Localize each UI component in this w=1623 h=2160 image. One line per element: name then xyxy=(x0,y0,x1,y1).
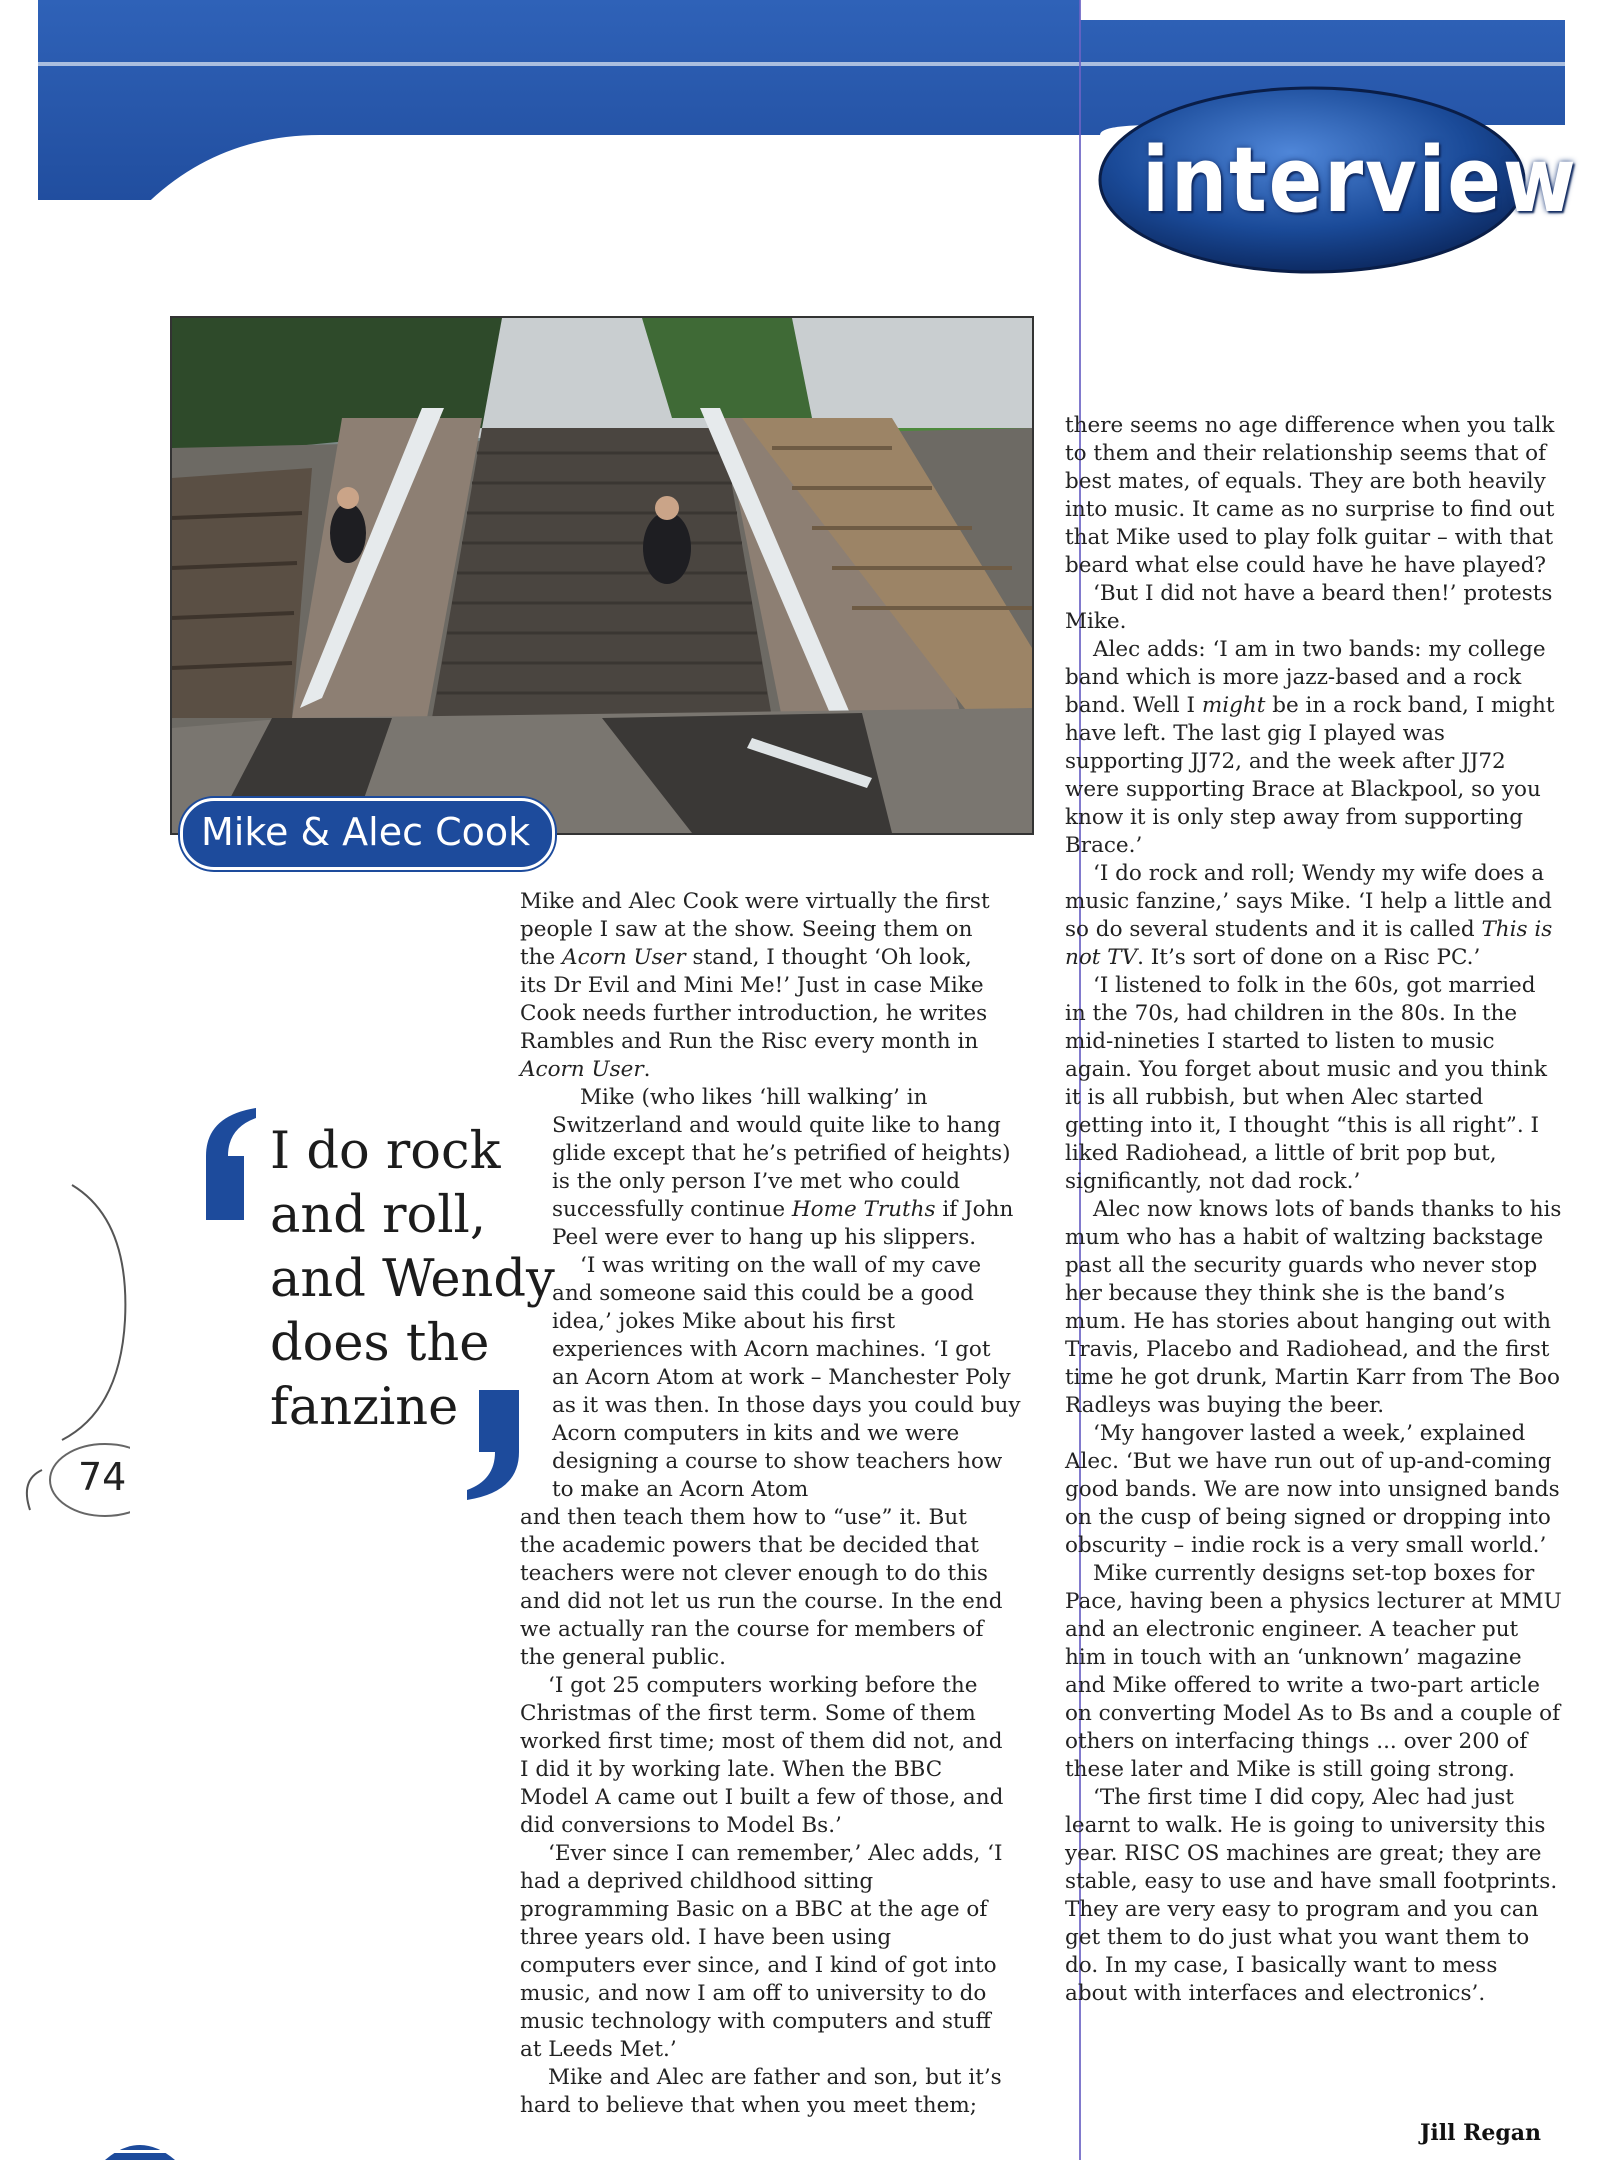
article-column-1 xyxy=(520,888,1021,2120)
author-byline: Jill Regan xyxy=(1420,2120,1542,2146)
paragraph xyxy=(520,1084,1022,1252)
text-run: ‘I do rock and roll; Wendy my wife does a music fanzine,’ says Mike. ‘I help a little and so do several students and it is called xyxy=(1065,861,1552,942)
text-run: . It’s sort of done on a Risc PC.’ xyxy=(1137,945,1481,970)
italic-text: This is not TV xyxy=(1065,917,1553,970)
text-run: if John Peel were ever to hang up his slippers. xyxy=(552,1197,1014,1250)
italic-text: Acorn User xyxy=(562,945,686,970)
bottom-logo-fragment xyxy=(100,2136,180,2160)
text-run: stand, I thought ‘Oh look, its Dr Evil and Mini Me!’ Just in case Mike Cook needs further introduction, he writes Rambles and Run the Risc every month in xyxy=(520,945,988,1054)
paragraph: there seems no age difference when you talk to them and their relationship seems that of best mates, of equals. They are both heavily into music. It came as no surprise to find out that Mike used to play folk guitar – with that beard what else could have he have played? xyxy=(1065,413,1555,578)
pull-quote: I do rock and roll, and Wendy does the fanzine xyxy=(270,1122,555,1437)
photo-illustration xyxy=(172,318,1032,833)
paragraph: ‘But I did not have a beard then!’ protests Mike. xyxy=(1065,581,1553,634)
text-run: Alec adds: ‘I am in two bands: my college band which is more jazz-based and a rock band. Well I xyxy=(1065,637,1546,718)
open-quote-mark xyxy=(206,1108,256,1220)
article-column-2 xyxy=(1065,412,1563,2008)
page-number: 74 xyxy=(78,1455,127,1499)
text-run: be in a rock band, I might have left. The last gig I played was supporting JJ72, and the week after JJ72 were supporting Brace at Blackpool, so you know it is only step away from supporting Brace.’ xyxy=(1065,693,1555,858)
close-quote-mark xyxy=(467,1390,519,1500)
paragraph: ‘I listened to folk in the 60s, got married in the 70s, had children in the 80s. In the mid-nineties I started to listen to music again. You forget about music and you think it is all rubbish, but when Alec started getting into it, I thought “this is all right”. I liked Radiohead, a little of brit pop but, significantly, not dad rock.’ xyxy=(1065,973,1548,1194)
paragraph: Mike and Alec are father and son, but it’s hard to believe that when you meet them; xyxy=(520,2065,1002,2118)
paragraph: ‘My hangover lasted a week,’ explained Alec. ‘But we have run out of up-and-coming good bands. We are now into unsigned bands on the cusp of being signed or dropping into obscurity – indie rock is a very small world.’ xyxy=(1065,1421,1560,1558)
photo-caption: Mike & Alec Cook xyxy=(180,798,555,870)
paragraph: ‘The first time I did copy, Alec had just learnt to walk. He is going to university this year. RISC OS machines are great; they are stable, easy to use and have small footprints. They are very easy to program and you can get them to do just what you want them to do. In my case, I basically want to mess about with interfaces and electronics’. xyxy=(1065,1785,1558,2006)
paragraph: ‘Ever since I can remember,’ Alec adds, ‘I had a deprived childhood sitting programming Basic on a BBC at the age of three years old. I have been using computers ever since, and I kind of got into music, and now I am off to university to do music technology with computers and stuff at Leeds Met.’ xyxy=(520,1841,1003,2062)
italic-text: might xyxy=(1201,693,1266,718)
text-run: . xyxy=(643,1057,651,1082)
paragraph xyxy=(520,888,1005,1084)
text-run: Mike and Alec Cook were virtually the first people I saw at the show. Seeing them on the xyxy=(520,889,990,970)
section-logo-text: interview xyxy=(1142,128,1578,233)
paragraph: ‘I got 25 computers working before the Christmas of the first term. Some of them worked first time; most of them did not, and I did it by working late. When the BBC Model A came out I built a few of those, and did conversions to Model Bs.’ xyxy=(520,1673,1004,1838)
paragraph: ‘I was writing on the wall of my cave and someone said this could be a good idea,’ jokes Mike about his first experiences with Acorn machines. ‘I got an Acorn Atom at work – Manchester Poly as it was then. In those days you could buy Acorn computers in kits and we were designing a course to show teachers how to make an Acorn Atom xyxy=(552,1253,1021,1502)
paragraph xyxy=(1065,860,1563,972)
text-run: Mike (who likes ‘hill walking’ in Switzerland and would quite like to hang glide except that he’s petrified of heights) is the only person I’ve met who could successfully continue xyxy=(552,1085,1011,1222)
paragraph xyxy=(1065,636,1563,860)
paragraph: Mike currently designs set-top boxes for Pace, having been a physics lecturer at MMU and an electronic engineer. A teacher put him in touch with an ‘unknown’ magazine and Mike offered to write a two-part article on converting Model As to Bs and a couple of others on interfacing things ... over 200 of these later and Mike is still going strong. xyxy=(1065,1561,1562,1782)
italic-text: Acorn User xyxy=(520,1057,644,1082)
paragraph: Alec now knows lots of bands thanks to his mum who has a habit of waltzing backstage past all the security guards who never stop her because they think she is the band’s mum. He has stories about hanging out with Travis, Placebo and Radiohead, and the first time he got drunk, Martin Karr from The Boo Radleys was buying the beer. xyxy=(1065,1197,1562,1418)
italic-text: Home Truths xyxy=(791,1197,936,1222)
paragraph: and then teach them how to “use” it. But the academic powers that be decided that teachers were not clever enough to do this and did not let us run the course. In the end we actually ran the course for members of the general public. xyxy=(520,1505,1003,1670)
photo-slides xyxy=(170,316,1034,835)
